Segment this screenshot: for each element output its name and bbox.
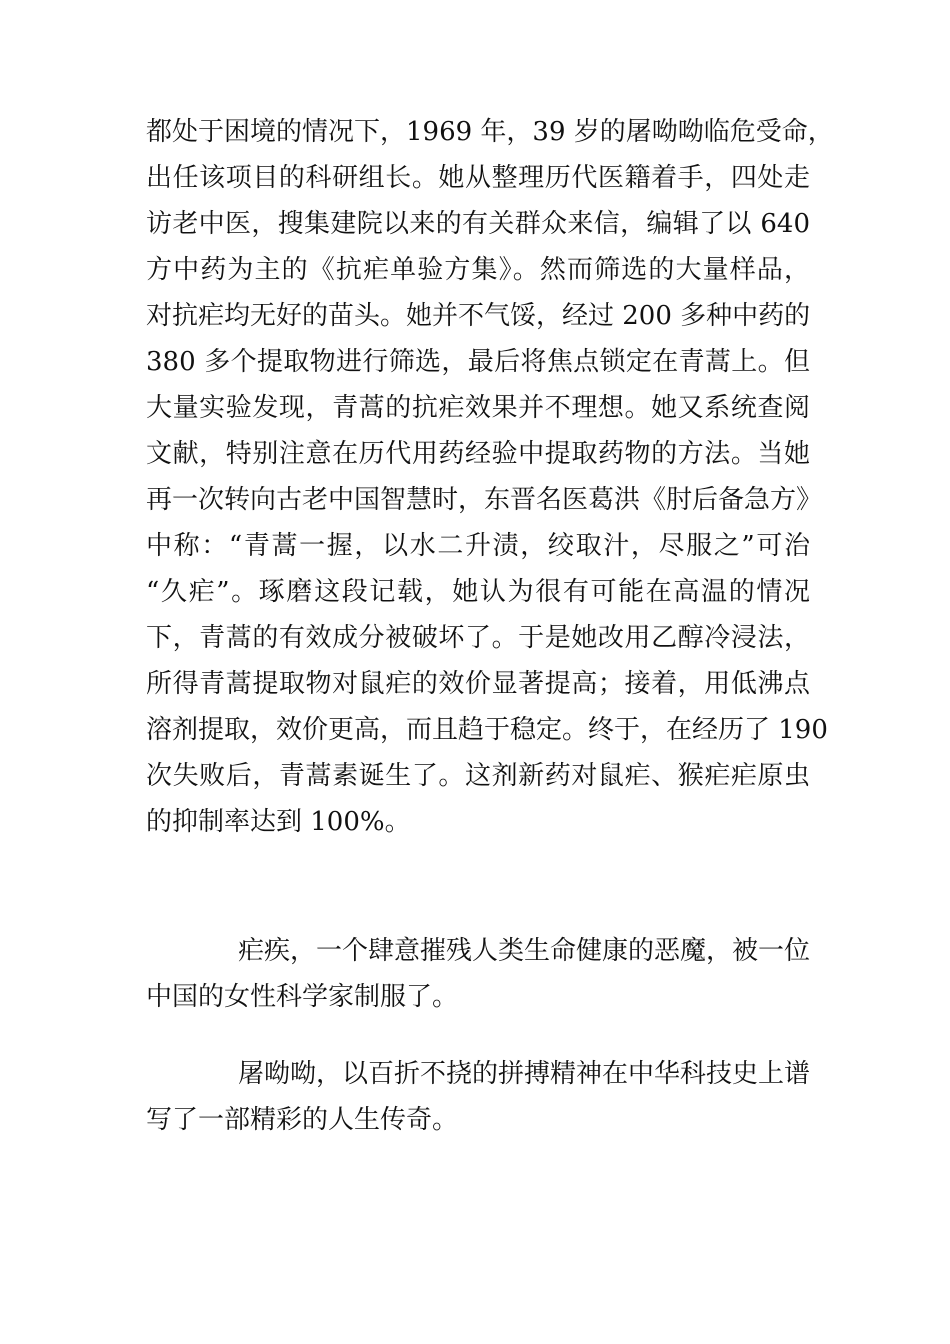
text-line: 380 多个提取物进行筛选，最后将焦点锁定在青蒿上。但 xyxy=(146,347,810,377)
text-line: 写了一部精彩的人生传奇。 xyxy=(146,1105,459,1135)
text-line: 方中药为主的《抗疟单验方集》。然而筛选的大量样品， xyxy=(146,255,810,285)
text-line: 疟疾，一个肆意摧残人类生命健康的恶魔，被一位 xyxy=(238,936,811,966)
text-line: 访老中医，搜集建院以来的有关群众来信，编辑了以 640 xyxy=(146,209,810,239)
paragraph-malaria-conquered xyxy=(146,928,810,1020)
text-line: 文献，特别注意在历代用药经验中提取药物的方法。当她 xyxy=(146,439,810,469)
text-line: 所得青蒿提取物对鼠疟的效价显著提高；接着，用低沸点 xyxy=(146,669,810,699)
paragraph-legend-conclusion xyxy=(146,1051,810,1143)
text-line: 对抗疟均无好的苗头。她并不气馁，经过 200 多种中药的 xyxy=(146,301,811,331)
text-line: 出任该项目的科研组长。她从整理历代医籍着手，四处走 xyxy=(146,163,810,193)
text-line: 都处于困境的情况下，1969 年，39 岁的屠呦呦临危受命， xyxy=(146,117,834,147)
text-line: “久疟”。琢磨这段记载，她认为很有可能在高温的情况 xyxy=(146,577,810,607)
text-line: 溶剂提取，效价更高，而且趋于稳定。终于，在经历了 190 xyxy=(146,715,828,745)
paragraph-artemisinin-discovery xyxy=(146,109,834,845)
text-line: 再一次转向古老中国智慧时，东晋名医葛洪《肘后备急方》 xyxy=(146,485,823,515)
text-line: 的抑制率达到 100%。 xyxy=(146,807,411,837)
text-line: 中称：“青蒿一握，以水二升渍，绞取汁，尽服之”可治 xyxy=(146,531,810,561)
text-line: 次失败后，青蒿素诞生了。这剂新药对鼠疟、猴疟疟原虫 xyxy=(146,761,810,791)
text-line: 大量实验发现，青蒿的抗疟效果并不理想。她又系统查阅 xyxy=(146,393,810,423)
text-line: 下，青蒿的有效成分被破坏了。于是她改用乙醇冷浸法， xyxy=(146,623,810,653)
text-line: 中国的女性科学家制服了。 xyxy=(146,982,459,1012)
text-line: 屠呦呦，以百折不挠的拼搏精神在中华科技史上谱 xyxy=(238,1059,811,1089)
